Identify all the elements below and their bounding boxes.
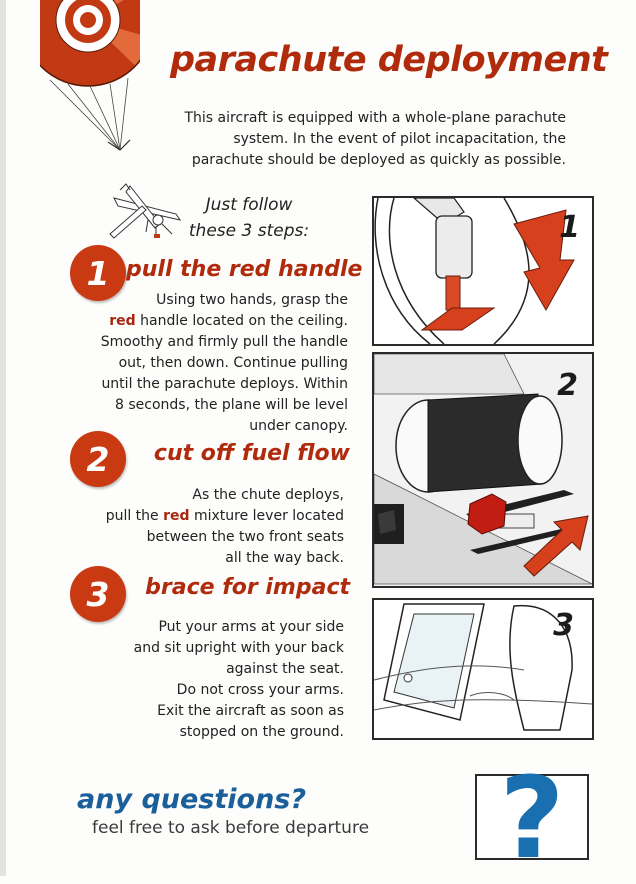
step-line: and sit upright with your back bbox=[133, 640, 344, 656]
step-number-circle: 2 bbox=[70, 431, 126, 487]
question-mark-icon: ? bbox=[499, 754, 565, 884]
step-line-text: pull the bbox=[105, 508, 164, 524]
page-edge bbox=[0, 0, 6, 876]
step-line bbox=[60, 311, 348, 332]
red-emphasis: red bbox=[109, 313, 136, 329]
steps-intro-line: Just follow bbox=[205, 195, 293, 215]
steps-intro-line: these 3 steps: bbox=[188, 221, 310, 241]
step-line: stopped on the ground. bbox=[179, 724, 344, 740]
step-number-circle: 1 bbox=[70, 245, 126, 301]
step-line: between the two front seats bbox=[146, 529, 344, 545]
step-line: Do not cross your arms. bbox=[176, 682, 344, 698]
step-body bbox=[60, 617, 344, 743]
step-number-circle: 3 bbox=[70, 566, 126, 622]
step-line-text: mixture lever located bbox=[189, 508, 344, 524]
step-heading: cut off fuel flow bbox=[153, 441, 350, 466]
step-body bbox=[60, 485, 344, 569]
questions-subtitle: feel free to ask before departure bbox=[92, 818, 370, 838]
step-heading: pull the red handle bbox=[126, 257, 363, 282]
illustration-panel-3 bbox=[372, 598, 594, 740]
question-box bbox=[475, 754, 589, 884]
step-line bbox=[60, 506, 344, 527]
intro-text bbox=[140, 108, 566, 171]
step-line: Using two hands, grasp the bbox=[156, 292, 348, 308]
illustration-panel-2 bbox=[372, 352, 594, 588]
step-line: Smoothy and firmly pull the handle bbox=[100, 334, 348, 350]
step-line: out, then down. Continue pulling bbox=[118, 355, 348, 371]
step-line: Put your arms at your side bbox=[158, 619, 344, 635]
step-line: 8 seconds, the plane will be level bbox=[114, 397, 348, 413]
parachute-icon bbox=[40, 0, 140, 160]
red-emphasis: red bbox=[163, 508, 190, 524]
intro-line: This aircraft is equipped with a whole-plane parachute bbox=[184, 110, 566, 126]
intro-line: system. In the event of pilot incapacitation, the bbox=[233, 131, 566, 147]
steps-intro bbox=[178, 192, 320, 244]
panel-number: 3 bbox=[553, 608, 574, 643]
page-title: parachute deployment bbox=[170, 40, 608, 80]
step-line: until the parachute deploys. Within bbox=[101, 376, 348, 392]
illustration-panel-1 bbox=[372, 196, 594, 346]
intro-line: parachute should be deployed as quickly as possible. bbox=[191, 152, 566, 168]
step-heading: brace for impact bbox=[145, 575, 350, 600]
questions-heading: any questions? bbox=[77, 784, 307, 815]
airplane-icon bbox=[100, 180, 190, 242]
step-line: all the way back. bbox=[225, 550, 344, 566]
step-line: As the chute deploys, bbox=[192, 487, 344, 503]
step-line: Exit the aircraft as soon as bbox=[157, 703, 344, 719]
step-line: against the seat. bbox=[226, 661, 344, 677]
step-line-text: handle located on the ceiling. bbox=[135, 313, 348, 329]
panel-number: 1 bbox=[559, 210, 580, 245]
step-body bbox=[60, 290, 348, 437]
step-line: under canopy. bbox=[249, 418, 348, 434]
panel-number: 2 bbox=[557, 368, 578, 403]
